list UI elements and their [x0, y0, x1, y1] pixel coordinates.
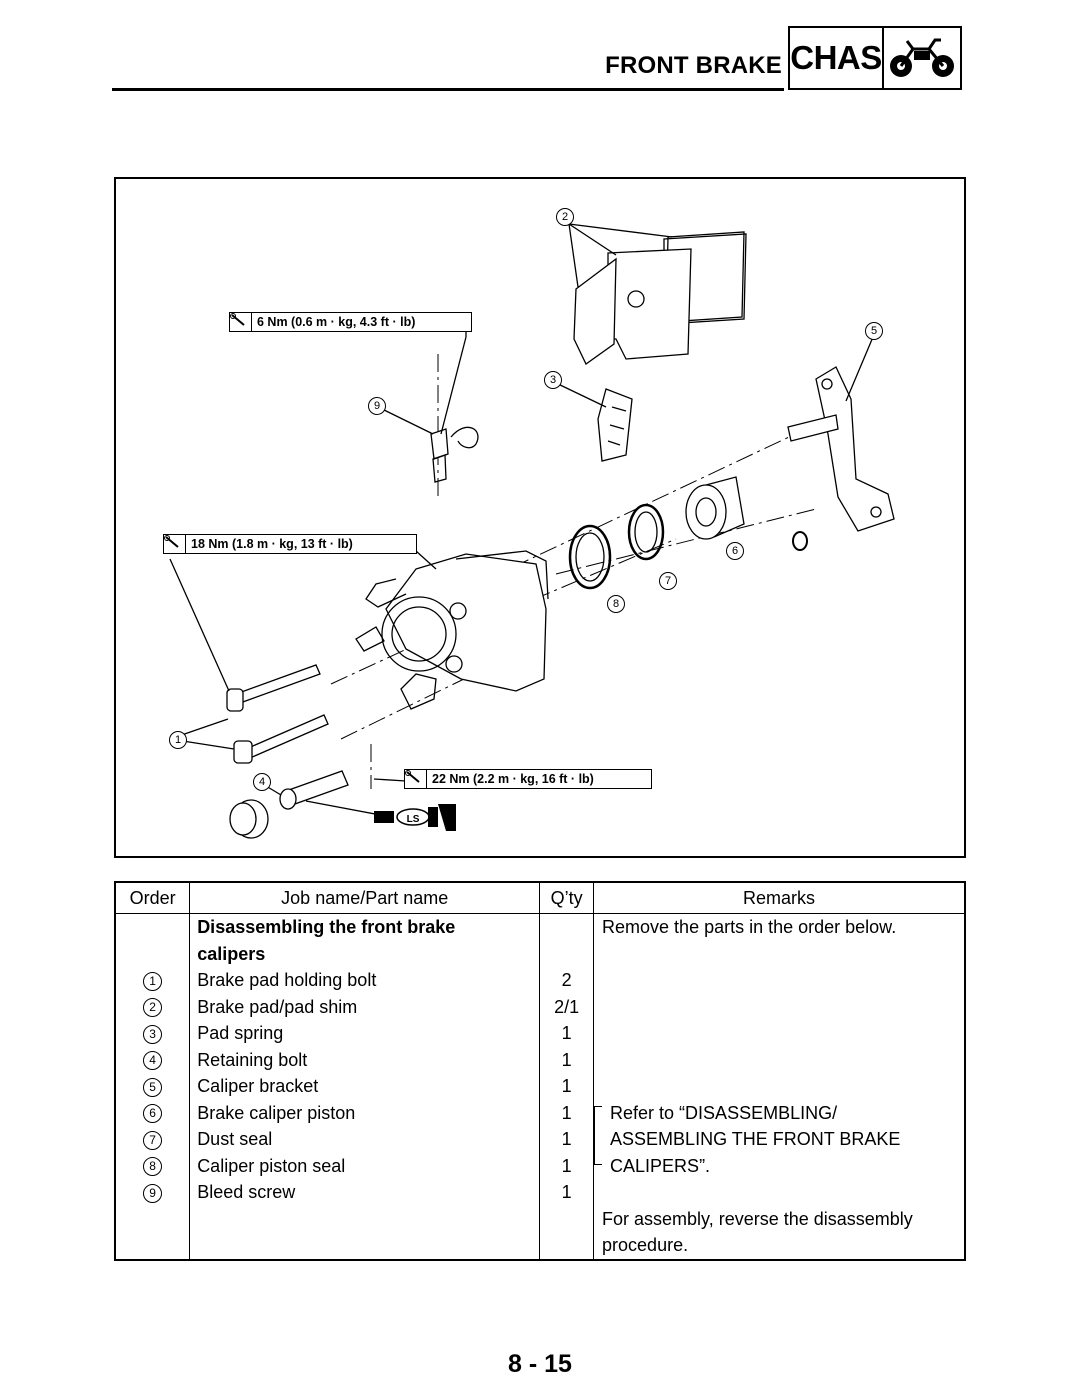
part-name: Caliper piston seal: [197, 1155, 346, 1176]
part-name: Brake pad holding bolt: [197, 970, 377, 990]
callout-4: 4: [253, 773, 271, 791]
quantity: 1: [561, 1076, 572, 1096]
order-number: 8: [143, 1157, 162, 1176]
refer-remark: Refer to “DISASSEMBLING/: [610, 1102, 838, 1123]
table-row: [116, 1179, 189, 1206]
remarks-column: [594, 914, 965, 1260]
quantity: 1: [561, 1102, 572, 1123]
quantity: 2: [561, 970, 572, 990]
parts-table: [114, 881, 966, 1261]
atv-icon: [884, 28, 960, 88]
part-name: Brake caliper piston: [197, 1102, 356, 1123]
lubricant-symbol: [306, 801, 456, 831]
table-row: [116, 1126, 189, 1153]
part-name: Pad spring: [197, 1023, 284, 1043]
chapter-badge: [788, 26, 962, 90]
section-title: FRONT BRAKE: [605, 52, 782, 79]
part-name: Caliper bracket: [197, 1076, 319, 1096]
section-heading: calipers: [197, 943, 266, 964]
table-row: [116, 1100, 189, 1127]
torque-wrench-icon: [230, 313, 252, 331]
intro-remark: Remove the parts in the order below.: [602, 917, 897, 937]
table-row: [116, 967, 189, 994]
page-number: 8 - 15: [508, 1350, 572, 1378]
job-column: [190, 914, 540, 1260]
part-name: Dust seal: [197, 1129, 273, 1149]
order-number: 1: [143, 972, 162, 991]
part-name: Retaining bolt: [197, 1049, 308, 1070]
part-name: Brake pad/pad shim: [197, 996, 358, 1017]
caliper-illustration: [116, 179, 968, 860]
callout-3: 3: [544, 371, 562, 389]
callout-6: 6: [726, 542, 744, 560]
table-row: [116, 994, 189, 1021]
column-header-job: Job name/Part name: [190, 882, 540, 914]
table-row: [116, 1153, 189, 1180]
torque-wrench-icon: [405, 770, 427, 788]
order-number: 5: [143, 1078, 162, 1097]
table-row: [116, 1073, 189, 1100]
lubricant-label: LS: [406, 814, 420, 825]
qty-column: [540, 914, 594, 1260]
column-header-order: Order: [115, 882, 190, 914]
bracket: [594, 1106, 602, 1165]
assembly-remark: For assembly, reverse the disassembly: [602, 1208, 913, 1229]
order-number: 4: [143, 1051, 162, 1070]
order-number: 9: [143, 1184, 162, 1203]
table-header-row: [115, 882, 965, 914]
quantity: 1: [561, 1049, 572, 1070]
callout-9: 9: [368, 397, 386, 415]
assembly-remark: procedure.: [602, 1235, 689, 1255]
callout-8: 8: [607, 595, 625, 613]
torque-value: 22 Nm (2.2 m · kg, 16 ft · lb): [432, 772, 594, 786]
torque-wrench-icon: [164, 535, 186, 553]
table-row: [116, 1020, 189, 1047]
order-number: 6: [143, 1104, 162, 1123]
quantity: 1: [561, 1129, 572, 1149]
section-heading: Disassembling the front brake: [197, 917, 456, 937]
torque-spec-retaining-bolt: [404, 769, 652, 789]
order-number: 2: [143, 998, 162, 1017]
exploded-diagram: [114, 177, 966, 858]
refer-remark-group: [594, 1100, 964, 1180]
part-name: Bleed screw: [197, 1182, 296, 1202]
refer-remark: CALIPERS”.: [610, 1155, 711, 1176]
torque-spec-pad-bolt: [163, 534, 417, 554]
column-header-qty: Q’ty: [540, 882, 594, 914]
callout-2: 2: [556, 208, 574, 226]
header-rule: [112, 88, 784, 91]
callout-1: 1: [169, 731, 187, 749]
order-number: 3: [143, 1025, 162, 1044]
callout-5: 5: [865, 322, 883, 340]
quantity: 1: [561, 1155, 572, 1176]
callout-7: 7: [659, 572, 677, 590]
chapter-code: CHAS: [790, 28, 884, 88]
quantity: 1: [561, 1182, 572, 1202]
column-header-remarks: Remarks: [594, 882, 965, 914]
order-number: 7: [143, 1131, 162, 1150]
refer-remark: ASSEMBLING THE FRONT BRAKE: [610, 1129, 901, 1149]
torque-spec-bleed-screw: [229, 312, 472, 332]
torque-value: 6 Nm (0.6 m · kg, 4.3 ft · lb): [257, 315, 416, 329]
order-column: [115, 914, 190, 1260]
quantity: 2/1: [554, 996, 580, 1017]
torque-value: 18 Nm (1.8 m · kg, 13 ft · lb): [191, 537, 353, 551]
table-row: [116, 1047, 189, 1074]
quantity: 1: [561, 1023, 572, 1043]
table-body-row: [115, 914, 965, 1260]
